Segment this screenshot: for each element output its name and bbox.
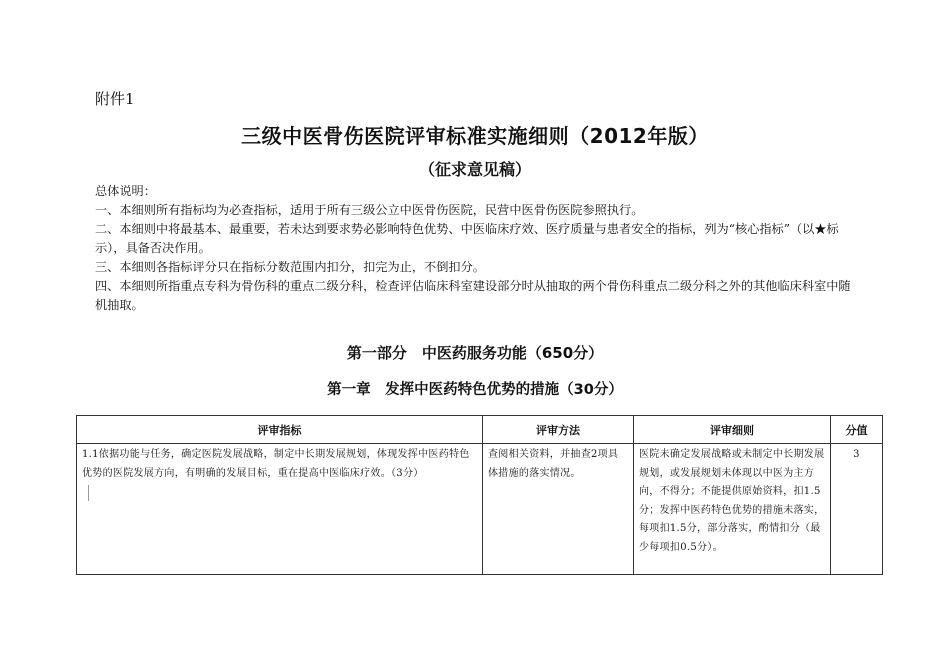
text-cursor-icon (88, 485, 89, 501)
attachment-label: 附件1 (95, 90, 135, 108)
score-cell: 3 (831, 444, 883, 575)
part-heading: 第一部分 中医药服务功能（650分） (346, 344, 604, 362)
general-note-item: 一、本细则所有指标均为必查指标，适用于所有三级公立中医骨伤医院，民营中医骨伤医院参照执行。 (95, 203, 644, 217)
header-details: 评审细则 (634, 416, 831, 444)
chapter-heading: 第一章 发挥中医药特色优势的措施（30分） (327, 382, 623, 398)
table-row (77, 444, 883, 575)
details-cell: 医院未确定发展战略或未制定中长期发展规划，或发展规划未体现以中医为主方向，不得分；不能提供原始资料，扣1.5分；发挥中医药特色优势的措施未落实，每项扣1.5分，部分落实，酌情扣分（最少每项扣0.5分）。 (634, 444, 831, 575)
indicator-cell (77, 444, 483, 575)
header-indicator: 评审指标 (77, 416, 483, 444)
header-score: 分值 (831, 416, 883, 444)
general-note-item: 三、本细则各指标评分只在指标分数范围内扣分，扣完为止，不倒扣分。 (95, 260, 485, 274)
table-header-row (77, 416, 883, 444)
document-title: 三级中医骨伤医院评审标准实施细则（2012年版） (241, 124, 709, 148)
criteria-table (76, 415, 883, 575)
general-notes (95, 182, 855, 315)
indicator-text: 1.1依据功能与任务，确定医院发展战略，制定中长期发展规划，体现发挥中医药特色优势的医院发展方向，有明确的发展目标，重在提高中医临床疗效。（3分） (82, 449, 470, 479)
header-method: 评审方法 (483, 416, 634, 444)
general-note-item: 四、本细则所指重点专科为骨伤科的重点二级分科，检查评估临床科室建设部分时从抽取的两个骨伤科重点二级分科之外的其他临床科室中随机抽取。 (95, 279, 851, 312)
general-notes-heading: 总体说明： (95, 184, 156, 198)
method-cell: 查阅相关资料，并抽查2项具体措施的落实情况。 (483, 444, 634, 575)
document-subtitle: （征求意见稿） (418, 160, 531, 179)
general-note-item: 二、本细则中将最基本、最重要，若未达到要求势必影响特色优势、中医临床疗效、医疗质量与患者安全的指标，列为“核心指标”（以★标示），具备否决作用。 (95, 222, 839, 255)
